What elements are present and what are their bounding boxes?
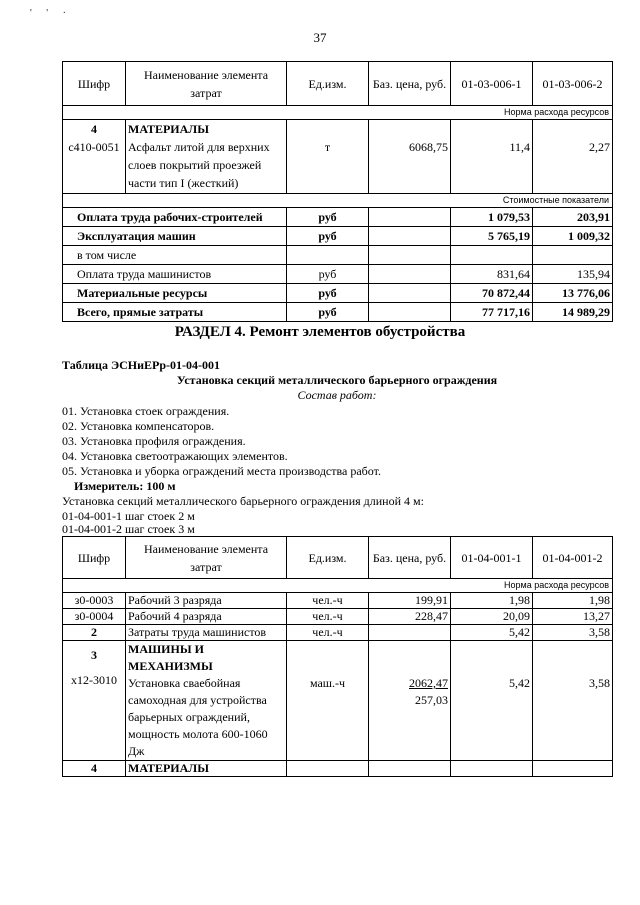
resource-value-1: 1,98 [451, 593, 533, 609]
header-unit: Ед.изм. [287, 62, 369, 106]
cost-name: Материальные ресурсы [63, 284, 287, 303]
resource-unit: чел.-ч [287, 593, 369, 609]
header-col1: 01-03-006-1 [451, 62, 533, 106]
section-number: 4 [63, 761, 126, 777]
machine-unit: маш.-ч [309, 676, 346, 690]
section-title-line-1: МАШИНЫ И [128, 642, 204, 656]
cost-name: Оплата труда рабочих-строителей [63, 208, 287, 227]
header-name: Наименование элемента затрат [126, 537, 287, 579]
machine-name-2: самоходная для устройства [128, 693, 267, 707]
section-title: МАТЕРИАЛЫ [126, 761, 287, 777]
work-item: 02. Установка компенсаторов. [62, 419, 215, 433]
machine-price-1: 2062,47 [409, 676, 448, 690]
machinist-labor-value-2: 3,58 [533, 625, 613, 641]
cost-value-2: 1 009,32 [533, 227, 613, 246]
machinist-labor-unit: чел.-ч [287, 625, 369, 641]
resource-price: 199,91 [369, 593, 451, 609]
resource-value-1: 20,09 [451, 609, 533, 625]
table-title: Установка секций металлического барьерного ограждения [176, 373, 498, 387]
table-id: Таблица ЭСНиЕРр-01-04-001 [62, 358, 221, 372]
machinist-labor-name: Затраты труда машинистов [126, 625, 287, 641]
section-title: МАТЕРИАЛЫ [128, 122, 209, 136]
variant: 01-04-001-1 шаг стоек 2 м [62, 509, 195, 523]
row-number: 2 [63, 625, 126, 641]
table-subtitle: Состав работ: [297, 388, 377, 402]
machine-name-5: Дж [128, 744, 145, 758]
cost-value-2: 13 776,06 [533, 284, 613, 303]
machine-name-3: барьерных ограждений, [128, 710, 250, 724]
section-number: 4 [91, 122, 97, 136]
resource-value-2: 13,27 [533, 609, 613, 625]
header-code: Шифр [63, 537, 126, 579]
work-item: 04. Установка светоотражающих элементов. [62, 449, 288, 463]
machine-code: х12-3010 [71, 673, 117, 687]
cost-unit: руб [287, 227, 369, 246]
material-value-1: 11,4 [509, 140, 530, 154]
cost-unit: руб [287, 208, 369, 227]
header-price: Баз. цена, руб. [369, 62, 451, 106]
material-name-3: части тип I (жесткий) [128, 176, 239, 190]
work-item: 05. Установка и уборка ограждений места производства работ. [62, 464, 381, 478]
header-col1: 01-04-001-1 [451, 537, 533, 579]
cost-value-1: 1 079,53 [451, 208, 533, 227]
header-unit: Ед.изм. [287, 537, 369, 579]
page-marks: ' ' · [30, 8, 72, 19]
work-item: 03. Установка профиля ограждения. [62, 434, 246, 448]
work-item: 01. Установка стоек ограждения. [62, 404, 230, 418]
machine-name-4: мощность молота 600-1060 [128, 727, 268, 741]
resource-value-2: 1,98 [533, 593, 613, 609]
header-col2: 01-03-006-2 [533, 62, 613, 106]
cost-value-2: 203,91 [533, 208, 613, 227]
cost-value-2: 14 989,29 [533, 303, 613, 322]
cost-name: Оплата труда машинистов [63, 265, 287, 284]
stoim-label: Стоимостные показатели [63, 194, 613, 208]
norma-label: Норма расхода ресурсов [63, 106, 613, 120]
cost-name: в том числе [63, 246, 287, 265]
cost-value-1: 70 872,44 [451, 284, 533, 303]
header-name: Наименование элемента затрат [126, 62, 287, 106]
material-code: с410-0051 [68, 140, 120, 154]
resource-name: Рабочий 3 разряда [126, 593, 287, 609]
cost-value-2: 135,94 [533, 265, 613, 284]
machine-value-2: 3,58 [589, 676, 610, 690]
header-col2: 01-04-001-2 [533, 537, 613, 579]
machine-name-1: Установка сваебойная [128, 676, 241, 690]
cost-name: Эксплуатация машин [63, 227, 287, 246]
resource-code: з0-0004 [63, 609, 126, 625]
cost-value-1: 5 765,19 [451, 227, 533, 246]
header-code: Шифр [63, 62, 126, 106]
material-name-2: слоев покрытий проезжей [128, 158, 262, 172]
material-name-1: Асфальт литой для верхних [128, 140, 270, 154]
cost-unit: руб [287, 284, 369, 303]
section-number: 3 [91, 648, 97, 662]
machinist-labor-value-1: 5,42 [451, 625, 533, 641]
header-price: Баз. цена, руб. [369, 537, 451, 579]
cost-table-1 [62, 61, 613, 322]
resource-name: Рабочий 4 разряда [126, 609, 287, 625]
material-price: 6068,75 [409, 140, 448, 154]
section-heading: РАЗДЕЛ 4. Ремонт элементов обустройства [174, 324, 466, 340]
cost-table-2 [62, 536, 613, 777]
resource-code: з0-0003 [63, 593, 126, 609]
resource-unit: чел.-ч [287, 609, 369, 625]
resource-price: 228,47 [369, 609, 451, 625]
machine-price-2: 257,03 [415, 693, 448, 707]
section-title-line-2: МЕХАНИЗМЫ [128, 659, 213, 673]
page-number: 37 [313, 30, 327, 45]
cost-name: Всего, прямые затраты [63, 303, 287, 322]
norma-label: Норма расхода ресурсов [63, 579, 613, 593]
measure: Измеритель: 100 м [74, 479, 176, 493]
cost-unit: руб [287, 265, 369, 284]
cost-value-1: 77 717,16 [451, 303, 533, 322]
machine-value-1: 5,42 [509, 676, 530, 690]
description: Установка секций металлического барьерного ограждения длиной 4 м: [62, 494, 424, 508]
material-value-2: 2,27 [589, 140, 610, 154]
variant: 01-04-001-2 шаг стоек 3 м [62, 522, 195, 536]
cost-value-1: 831,64 [451, 265, 533, 284]
material-unit: т [324, 140, 331, 154]
cost-unit: руб [287, 303, 369, 322]
